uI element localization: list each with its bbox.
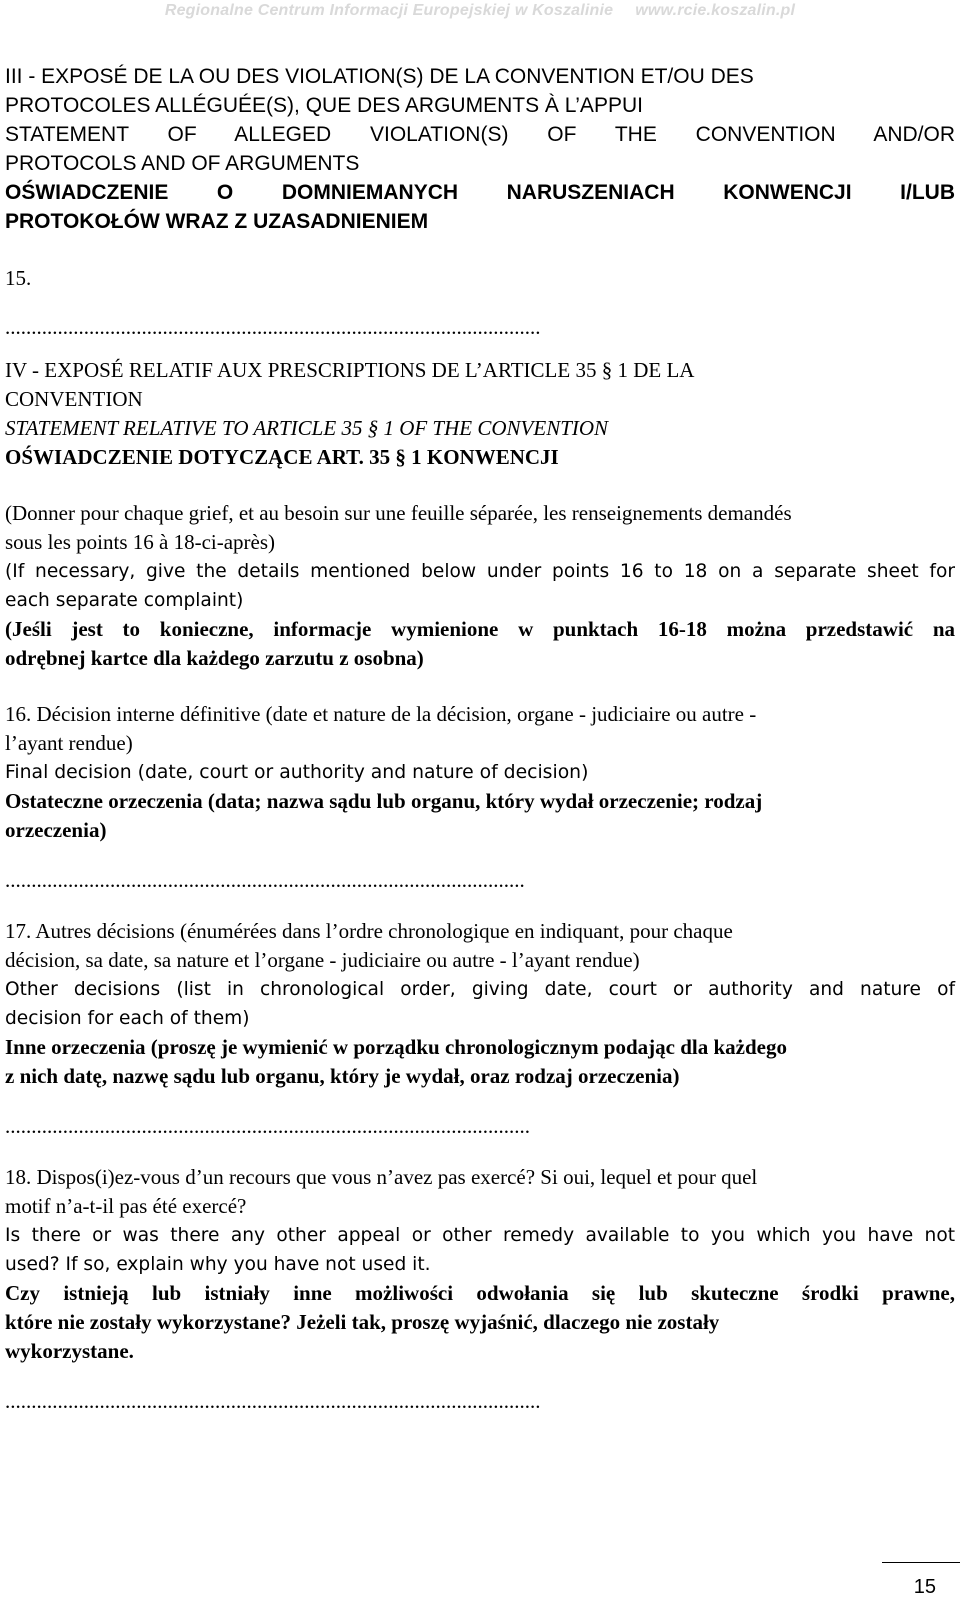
section-4-en: STATEMENT RELATIVE TO ARTICLE 35 § 1 OF THE CONVENTION bbox=[5, 416, 609, 440]
section-4-heading bbox=[5, 356, 955, 472]
document-body bbox=[5, 62, 955, 1416]
header-url: www.rcie.koszalin.pl bbox=[635, 2, 796, 19]
item-18-fr-line-2: motif n’a-t-il pas été exercé? bbox=[5, 1194, 247, 1218]
section-3-heading bbox=[5, 62, 955, 236]
page-number: 15 bbox=[913, 1576, 936, 1598]
item-18-fr-line-1: 18. Dispos(i)ez-vous d’un recours que vous n’avez pas exercé? Si oui, lequel et pour quel bbox=[5, 1165, 758, 1189]
item-17-en-line-1: Other decisions (list in chronological order, giving date, court or authority and nature of bbox=[5, 979, 955, 1000]
item-17-en-line-2: decision for each of them) bbox=[5, 1008, 250, 1029]
section-3-fr-line-2: PROTOCOLES ALLÉGUÉE(S), QUE DES ARGUMENTS À L’APPUI bbox=[5, 94, 643, 117]
section-4-pl: OŚWIADCZENIE DOTYCZĄCE ART. 35 § 1 KONWENCJI bbox=[5, 445, 559, 469]
item-16-fr-line-2: l’ayant rendue) bbox=[5, 731, 133, 755]
item-16-fr-line-1: 16. Décision interne définitive (date et nature de la décision, organe - judiciaire ou autre - bbox=[5, 702, 757, 726]
item-18-pl-line-1: Czy istnieją lub istniały inne możliwości odwołania się lub skuteczne środki prawne, bbox=[5, 1281, 955, 1305]
section-3-en-line-1: STATEMENT OF ALLEGED VIOLATION(S) OF THE CONVENTION AND/OR bbox=[5, 123, 955, 146]
item-17-pl-line-1: Inne orzeczenia (proszę je wymienić w porządku chronologicznym podając dla każdego bbox=[5, 1035, 787, 1059]
item-18-en-line-1: Is there or was there any other appeal or other remedy available to you which you have not bbox=[5, 1225, 955, 1246]
item-17-fr-line-1: 17. Autres décisions (énumérées dans l’ordre chronologique en indiquant, pour chaque bbox=[5, 919, 733, 943]
item-16-en: Final decision (date, court or authority and nature of decision) bbox=[5, 762, 589, 783]
item-16-pl-line-2: orzeczenia) bbox=[5, 818, 107, 842]
item-18-en-line-2: used? If so, explain why you have not used it. bbox=[5, 1254, 431, 1275]
item-17-answer-dots: .................................................................................................... bbox=[5, 1114, 530, 1138]
instructions-en-line-2: each separate complaint) bbox=[5, 590, 244, 611]
section-3-pl-line-1: OŚWIADCZENIE O DOMNIEMANYCH NARUSZENIACH KONWENCJI I/LUB bbox=[5, 181, 955, 204]
item-15-answer-dots: ...................................................................................................... bbox=[5, 315, 541, 339]
instructions-pl-line-2: odrębnej kartce dla każdego zarzutu z osobna) bbox=[5, 646, 424, 670]
item-17-fr-line-2: décision, sa date, sa nature et l’organe - judiciaire ou autre - l’ayant rendue) bbox=[5, 948, 640, 972]
header-org: Regionalne Centrum Informacji Europejskiej w Koszalinie bbox=[164, 2, 614, 19]
item-16-answer-dots: ................................................................................................... bbox=[5, 868, 525, 892]
page-header bbox=[0, 0, 960, 22]
item-17 bbox=[5, 917, 955, 1141]
section-3-fr-line-1: III - EXPOSÉ DE LA OU DES VIOLATION(S) DE LA CONVENTION ET/OU DES bbox=[5, 65, 754, 88]
instructions-fr-line-1: (Donner pour chaque grief, et au besoin sur une feuille séparée, les renseignements demandés bbox=[5, 501, 792, 525]
item-15-number: 15. bbox=[5, 266, 32, 290]
instructions-en-line-1: (If necessary, give the details mentioned below under points 16 to 18 on a separate sheet for bbox=[5, 561, 955, 582]
item-18-pl-line-2: które nie zostały wykorzystane? Jeżeli tak, proszę wyjaśnić, dlaczego nie zostały bbox=[5, 1310, 720, 1334]
item-18-answer-dots: ...................................................................................................... bbox=[5, 1389, 541, 1413]
section-3-pl-line-2: PROTOKOŁÓW WRAZ Z UZASADNIENIEM bbox=[5, 210, 429, 233]
item-18-pl-line-3: wykorzystane. bbox=[5, 1339, 134, 1363]
instructions bbox=[5, 499, 955, 673]
item-18 bbox=[5, 1163, 955, 1416]
instructions-fr-line-2: sous les points 16 à 18-ci-après) bbox=[5, 530, 276, 554]
section-3-en-line-2: PROTOCOLS AND OF ARGUMENTS bbox=[5, 152, 360, 175]
instructions-pl-line-1: (Jeśli jest to konieczne, informacje wymienione w punktach 16-18 można przedstawić na bbox=[5, 617, 955, 641]
footer-rule bbox=[882, 1562, 960, 1563]
item-16-pl-line-1: Ostateczne orzeczenia (data; nazwa sądu lub organu, który wydał orzeczenie; rodzaj bbox=[5, 789, 763, 813]
section-4-fr-line-2: CONVENTION bbox=[5, 387, 143, 411]
item-16 bbox=[5, 700, 955, 895]
section-4-fr-line-1: IV - EXPOSÉ RELATIF AUX PRESCRIPTIONS DE L’ARTICLE 35 § 1 DE LA bbox=[5, 358, 695, 382]
item-17-pl-line-2: z nich datę, nazwę sądu lub organu, który je wydał, oraz rodzaj orzeczenia) bbox=[5, 1064, 680, 1088]
